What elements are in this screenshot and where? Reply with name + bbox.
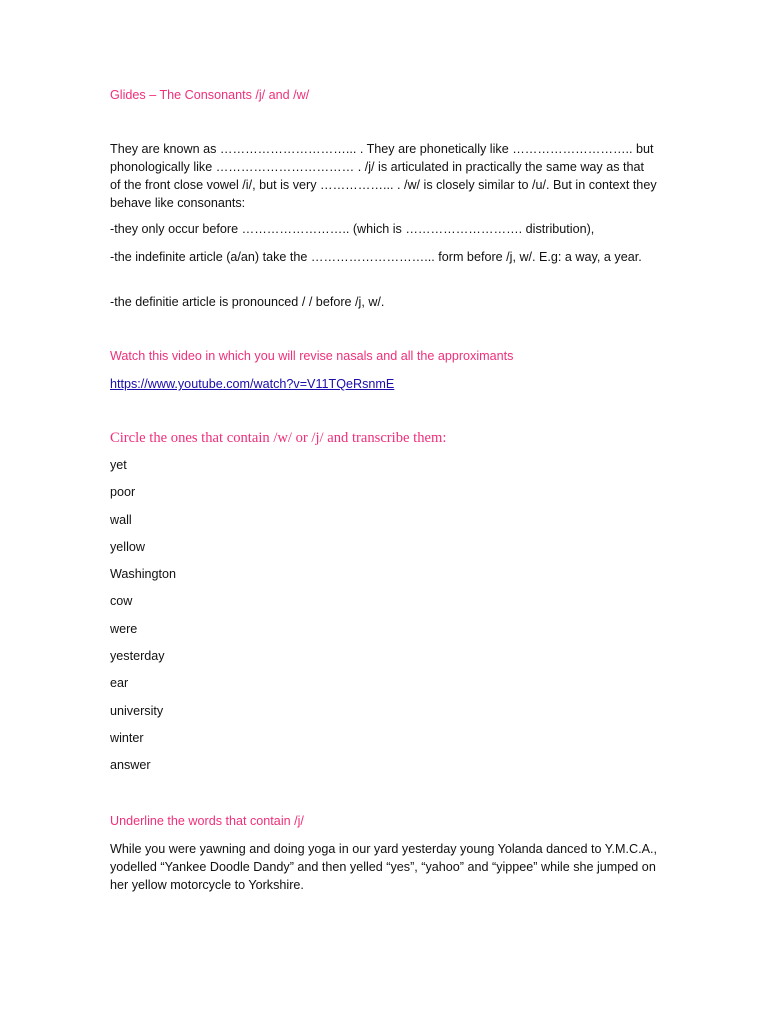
list-item: cow (110, 594, 133, 609)
list-item: answer (110, 758, 151, 773)
video-prompt: Watch this video in which you will revise nasals and all the approximants (110, 349, 514, 363)
exercise1-word-list (110, 457, 176, 785)
page-title: Glides – The Consonants /j/ and /w/ (110, 88, 310, 102)
list-item: ear (110, 676, 129, 691)
exercise2-instruction: Underline the words that contain /j/ (110, 814, 304, 828)
video-link[interactable]: https://www.youtube.com/watch?v=V11TQeRsnmE (110, 377, 395, 391)
list-item: yet (110, 458, 127, 472)
list-item: yesterday (110, 649, 165, 664)
list-item: poor (110, 485, 136, 500)
list-item: winter (110, 730, 144, 745)
intro-paragraph: They are known as …………………………... . They are phonetically like ……………………….. but phonologically like …………………………… . /j/ is articulated in practically the same way as that of the front close vowel /i/, but is very ……………... . /w/ is closely similar to /u/. But in context they behave like consonants: (110, 142, 657, 210)
rule-occurrence: -they only occur before …………………….. (which is ………………………. distribution), (110, 222, 595, 236)
rule-indefinite-article: -the indefinite article (a/an) take the ………………………... form before /j, w/. E.g: a way, a year. (110, 250, 642, 264)
list-item: Washington (110, 567, 177, 582)
exercise2-passage: While you were yawning and doing yoga in our yard yesterday young Yolanda danced to Y.M.C.A., yodelled “Yankee Doodle Dandy” and then yelled “yes”, “yahoo” and “yippee” while she jumped on her yellow motorcycle to Yorkshire. (110, 842, 658, 892)
list-item: were (110, 621, 138, 636)
rule-definite-article: -the definitie article is pronounced / / before /j, w/. (110, 295, 385, 309)
exercise1-instruction: Circle the ones that contain /w/ or /j/ and transcribe them: (110, 430, 447, 446)
list-item: university (110, 703, 164, 718)
list-item: wall (110, 512, 132, 527)
list-item: yellow (110, 539, 145, 554)
